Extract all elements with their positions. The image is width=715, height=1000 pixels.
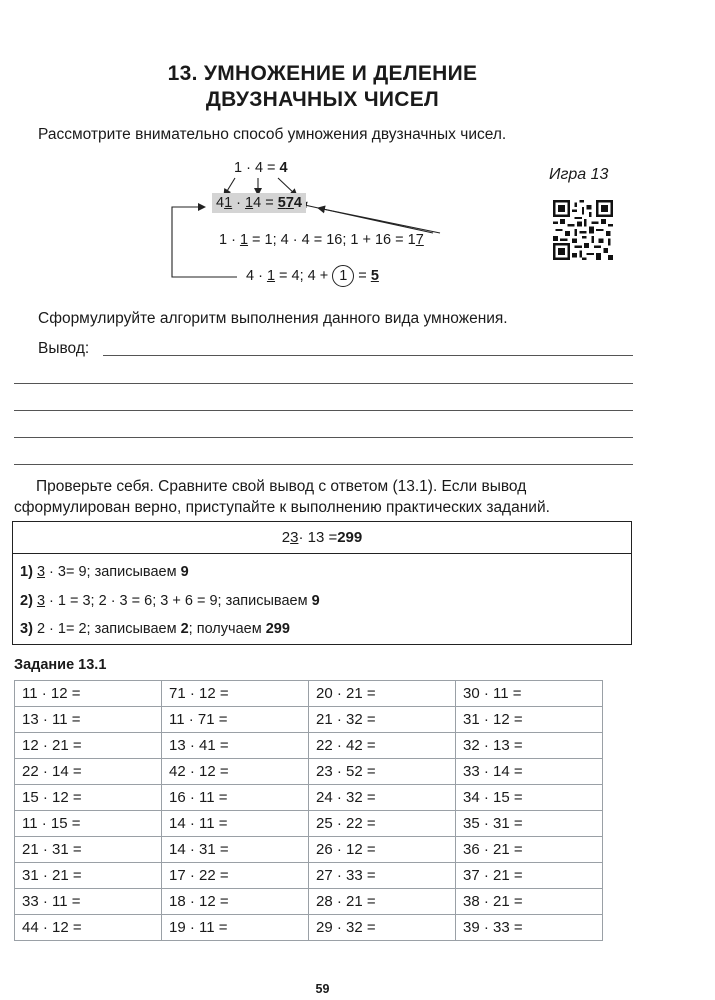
- task-cell[interactable]: 26 · 12 =: [309, 837, 456, 863]
- task-table: [14, 680, 603, 941]
- table-row: [15, 759, 603, 785]
- task-cell[interactable]: 11 · 12 =: [15, 681, 162, 707]
- table-row: [15, 681, 603, 707]
- task-cell[interactable]: 17 · 22 =: [162, 863, 309, 889]
- task-cell[interactable]: 37 · 21 =: [456, 863, 603, 889]
- task-cell[interactable]: 19 · 11 =: [162, 915, 309, 941]
- table-row: [15, 811, 603, 837]
- task-cell[interactable]: 27 · 33 =: [309, 863, 456, 889]
- intro-text: Рассмотрите внимательно способ умножения двузначных чисел.: [38, 126, 507, 143]
- table-row: [15, 707, 603, 733]
- demo-highlight: 41 · 14 = 574: [212, 193, 306, 213]
- task-cell[interactable]: 13 · 11 =: [15, 707, 162, 733]
- task-cell[interactable]: 15 · 12 =: [15, 785, 162, 811]
- table-row: [15, 837, 603, 863]
- task-cell[interactable]: 20 · 21 =: [309, 681, 456, 707]
- example-box: [12, 521, 632, 645]
- table-row: [15, 889, 603, 915]
- page-number: 59: [315, 982, 330, 996]
- answer-line-1[interactable]: [103, 355, 633, 356]
- task-cell[interactable]: 31 · 12 =: [456, 707, 603, 733]
- answer-line-5[interactable]: [14, 464, 633, 465]
- demo-row-1: 1 · 4 = 4: [234, 160, 288, 176]
- title-line-1: 13. УМНОЖЕНИЕ И ДЕЛЕНИЕ: [167, 62, 478, 85]
- task-cell[interactable]: 35 · 31 =: [456, 811, 603, 837]
- table-row: [15, 733, 603, 759]
- task-cell[interactable]: 21 · 31 =: [15, 837, 162, 863]
- answer-line-3[interactable]: [14, 410, 633, 411]
- task-cell[interactable]: 11 · 15 =: [15, 811, 162, 837]
- task-cell[interactable]: 32 · 13 =: [456, 733, 603, 759]
- task-title: Задание 13.1: [14, 657, 107, 673]
- task-cell[interactable]: 13 · 41 =: [162, 733, 309, 759]
- task-cell[interactable]: 12 · 21 =: [15, 733, 162, 759]
- demo-row-2: [212, 195, 306, 211]
- circled-digit: 1: [332, 265, 354, 287]
- conclusion-label: Вывод:: [38, 340, 90, 357]
- task-cell[interactable]: 71 · 12 =: [162, 681, 309, 707]
- task-cell[interactable]: 18 · 12 =: [162, 889, 309, 915]
- answer-line-2[interactable]: [14, 383, 633, 384]
- task-cell[interactable]: 36 · 21 =: [456, 837, 603, 863]
- task-cell[interactable]: 34 · 15 =: [456, 785, 603, 811]
- table-row: [15, 785, 603, 811]
- task-cell[interactable]: 44 · 12 =: [15, 915, 162, 941]
- formulate-text: Сформулируйте алгоритм выполнения данного вида умножения.: [38, 310, 508, 327]
- arrow-circle-to-5: [318, 208, 440, 233]
- table-row: [15, 915, 603, 941]
- task-cell[interactable]: 22 · 42 =: [309, 733, 456, 759]
- example-step-1: 1) 3 · 3= 9; записываем 9: [20, 564, 189, 580]
- task-cell[interactable]: 28 · 21 =: [309, 889, 456, 915]
- answer-line-4[interactable]: [14, 437, 633, 438]
- task-cell[interactable]: 29 · 32 =: [309, 915, 456, 941]
- task-cell[interactable]: 33 · 14 =: [456, 759, 603, 785]
- task-cell[interactable]: 24 · 32 =: [309, 785, 456, 811]
- task-cell[interactable]: 11 · 71 =: [162, 707, 309, 733]
- task-cell[interactable]: 33 · 11 =: [15, 889, 162, 915]
- task-cell[interactable]: 31 · 21 =: [15, 863, 162, 889]
- example-head: 2 3 · 13 = 299: [13, 522, 631, 554]
- game-label: Игра 13: [549, 166, 609, 183]
- task-cell[interactable]: 38 · 21 =: [456, 889, 603, 915]
- demo-row-3: 1 · 1 = 1; 4 · 4 = 16; 1 + 16 = 17: [219, 232, 424, 248]
- task-cell[interactable]: 14 · 31 =: [162, 837, 309, 863]
- demo-row-4: 4 · 1 = 4; 4 + 1 = 5: [246, 265, 379, 287]
- demo-row-1-result: 4: [279, 160, 288, 176]
- task-cell[interactable]: 23 · 52 =: [309, 759, 456, 785]
- table-row: [15, 863, 603, 889]
- task-cell[interactable]: 25 · 22 =: [309, 811, 456, 837]
- demo-row-4-result: 5: [370, 268, 379, 284]
- title-line-2: ДВУЗНАЧНЫХ ЧИСЕЛ: [205, 88, 440, 111]
- example-step-2: 2) 3 · 1 = 3; 2 · 3 = 6; 3 + 6 = 9; записываем 9: [20, 593, 320, 609]
- check-text: Проверьте себя. Сравните свой вывод с ответом (13.1). Если вывод сформулирован верно, приступайте к выполнению практических заданий.: [14, 478, 550, 516]
- arrows-diagram: [0, 0, 715, 300]
- task-cell[interactable]: 21 · 32 =: [309, 707, 456, 733]
- task-cell[interactable]: 22 · 14 =: [15, 759, 162, 785]
- task-cell[interactable]: 39 · 33 =: [456, 915, 603, 941]
- example-step-3: 3) 2 · 1= 2; записываем 2; получаем 299: [20, 621, 290, 637]
- task-cell[interactable]: 16 · 11 =: [162, 785, 309, 811]
- task-cell[interactable]: 42 · 12 =: [162, 759, 309, 785]
- task-cell[interactable]: 30 · 11 =: [456, 681, 603, 707]
- task-cell[interactable]: 14 · 11 =: [162, 811, 309, 837]
